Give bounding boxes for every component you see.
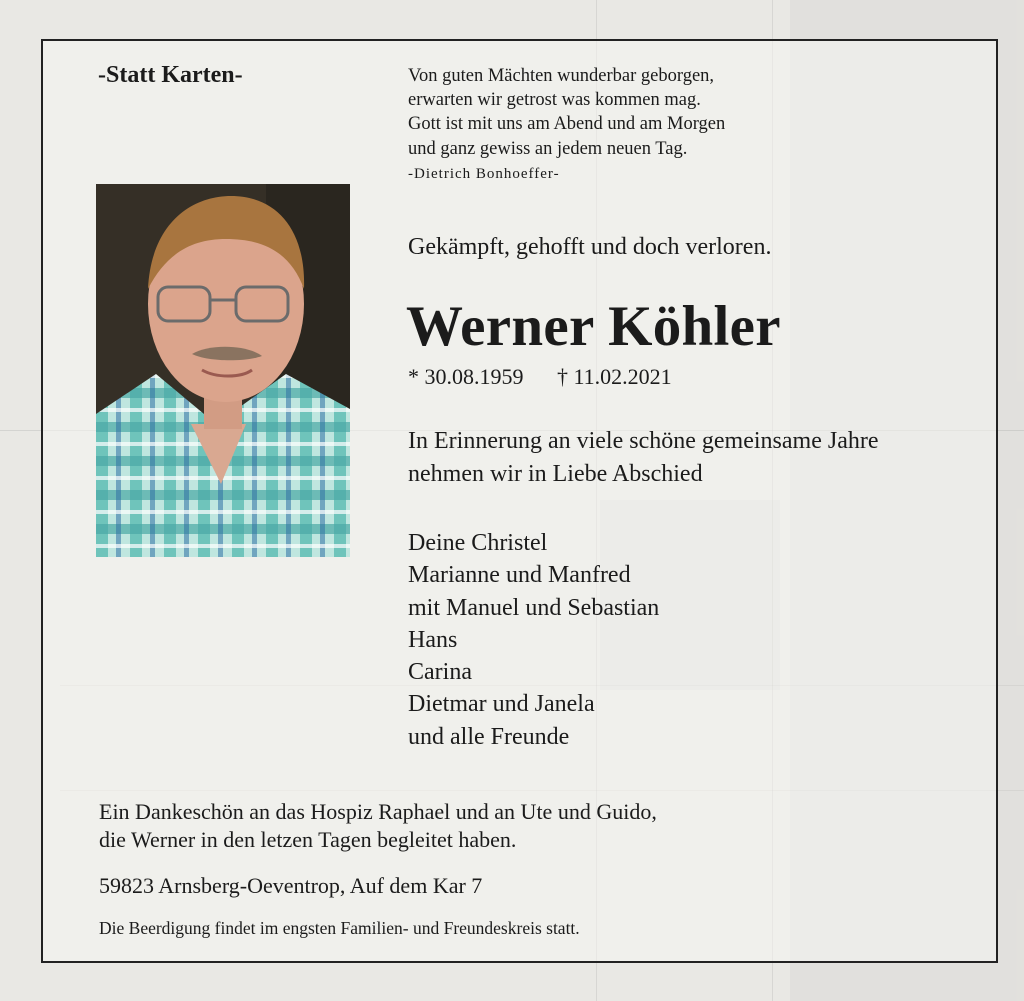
- thanks-line: die Werner in den letzen Tagen begleitet haben.: [99, 827, 517, 852]
- mourner-entry: und alle Freunde: [408, 723, 570, 750]
- thanks-note: [99, 798, 979, 854]
- mourner-entry: Carina: [408, 659, 472, 686]
- poem-line: erwarten wir getrost was kommen mag.: [408, 90, 701, 111]
- poem-line: Von guten Mächten wunderbar geborgen,: [408, 66, 715, 86]
- bonhoeffer-poem: [408, 64, 828, 186]
- mourner-entry: mit Manuel und Sebastian: [408, 594, 660, 621]
- mourner-entry: Dietmar und Janela: [408, 691, 595, 718]
- portrait-illustration: [96, 184, 350, 557]
- mourner-entry: Marianne und Manfred: [408, 562, 631, 589]
- funeral-note: Die Beerdigung findet im engsten Familien- und Freundeskreis statt.: [99, 918, 580, 938]
- thanks-line: Ein Dankeschön an das Hospiz Raphael und an Ute und Guido,: [99, 799, 657, 824]
- family-address: 59823 Arnsberg-Oeventrop, Auf dem Kar 7: [99, 873, 483, 898]
- motto: Gekämpft, gehofft und doch verloren.: [408, 234, 772, 260]
- poem-line: und ganz gewiss an jedem neuen Tag.: [408, 138, 688, 159]
- deceased-name: Werner Köhler: [406, 295, 781, 358]
- statt-karten-label: -Statt Karten-: [98, 62, 243, 88]
- remembrance-line: nehmen wir in Liebe Abschied: [408, 461, 703, 487]
- death-date: † 11.02.2021: [557, 364, 672, 389]
- mourners-list: [408, 527, 808, 753]
- mourner-entry: Hans: [408, 626, 458, 653]
- remembrance-text: [408, 425, 968, 491]
- remembrance-line: In Erinnerung an viele schöne gemeinsame Jahre: [408, 428, 879, 454]
- mourner-entry: Deine Christel: [408, 530, 548, 556]
- poem-line: Gott ist mit uns am Abend und am Morgen: [408, 114, 726, 135]
- life-dates: [408, 364, 672, 390]
- portrait-photo: [96, 184, 350, 557]
- birth-date: * 30.08.1959: [408, 364, 524, 389]
- poem-author: -Dietrich Bonhoeffer-: [408, 165, 560, 182]
